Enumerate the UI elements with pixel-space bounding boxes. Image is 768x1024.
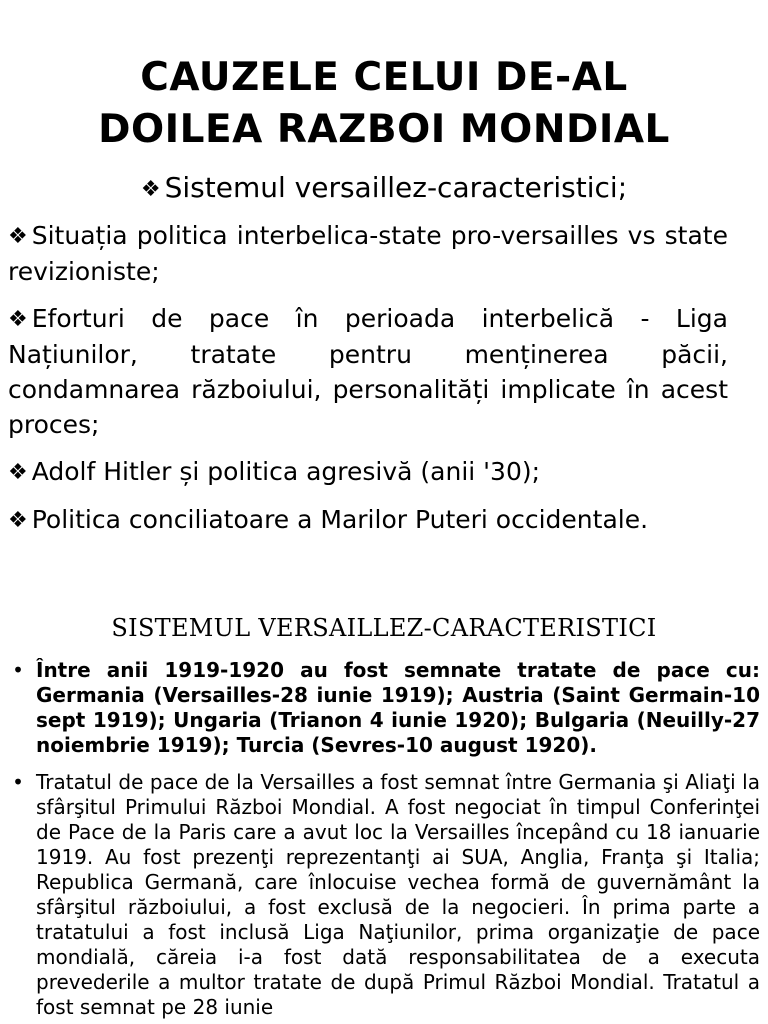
centered-bullet-item	[0, 168, 768, 210]
slide-versailles-system	[0, 580, 768, 1024]
list-item-text: Situația politica interbelica-state pro-versailles vs state revizioniste;	[8, 221, 728, 286]
bullet-dot-icon: •	[12, 770, 24, 794]
list-item	[8, 454, 728, 490]
list-item	[8, 502, 728, 538]
title-line-1: CAUZELE CELUI DE-AL	[140, 55, 628, 100]
list-item-text: Tratatul de pace de la Versailles a fost semnat între Germania şi Aliaţi la sfârşitul Primului Război Mondial. A fost negociat în timpul Conferinţei de Pace de la Paris care a avut loc la Versailles începând cu 18 ianuarie 1919. Au fost prezenţi reprezentanţi ai SUA, Anglia, Franţa şi Italia; Republica Germană, care înlocuise vechea formă de guvernământ la sfârşitul războiului, a fost exclusă de la negocieri. În prima parte a tratatului a fost inclusă Liga Naţiunilor, prima organizaţie de pace mondială, căreia i-a fost dată responsabilitatea de a executa prevederile a multor tratate de după Primul Război Mondial. Tratatul a fost semnat pe 28 iunie	[36, 770, 760, 1019]
slide-title	[0, 52, 768, 156]
diamond-bullet-icon: ❖	[8, 508, 28, 533]
list-item	[8, 218, 728, 289]
bullet-dot-icon: •	[12, 658, 24, 682]
list-item	[8, 658, 760, 758]
diamond-bullet-icon: ❖	[8, 307, 28, 332]
causes-list	[8, 218, 728, 550]
list-item-text: Adolf Hitler și politica agresivă (anii '30);	[31, 457, 541, 486]
diamond-bullet-icon: ❖	[8, 224, 28, 249]
title-line-2: DOILEA RAZBOI MONDIAL	[98, 107, 670, 152]
diamond-bullet-icon: ❖	[8, 460, 28, 485]
list-item	[8, 301, 728, 442]
list-item	[8, 770, 760, 1020]
treaties-list	[8, 658, 760, 1024]
slide-title: SISTEMUL VERSAILLEZ-CARACTERISTICI	[111, 614, 657, 642]
list-item-text: Politica conciliatoare a Marilor Puteri occidentale.	[31, 505, 649, 534]
list-item-text: Eforturi de pace în perioada interbelică - Liga Națiunilor, tratate pentru menținerea păcii, condamnarea războiului, personalități implicate în acest proces;	[8, 304, 728, 439]
bullet-text: Sistemul versaillez-caracteristici;	[164, 171, 628, 204]
diamond-bullet-icon: ❖	[140, 177, 161, 202]
list-item-text: Între anii 1919-1920 au fost semnate tratate de pace cu: Germania (Versailles-28 iunie 1919); Austria (Saint Germain-10 sept 1919); Ungaria (Trianon 4 iunie 1920); Bulgaria (Neuilly-27 noiembrie 1919); Turcia (Sevres-10 august 1920).	[36, 658, 760, 757]
